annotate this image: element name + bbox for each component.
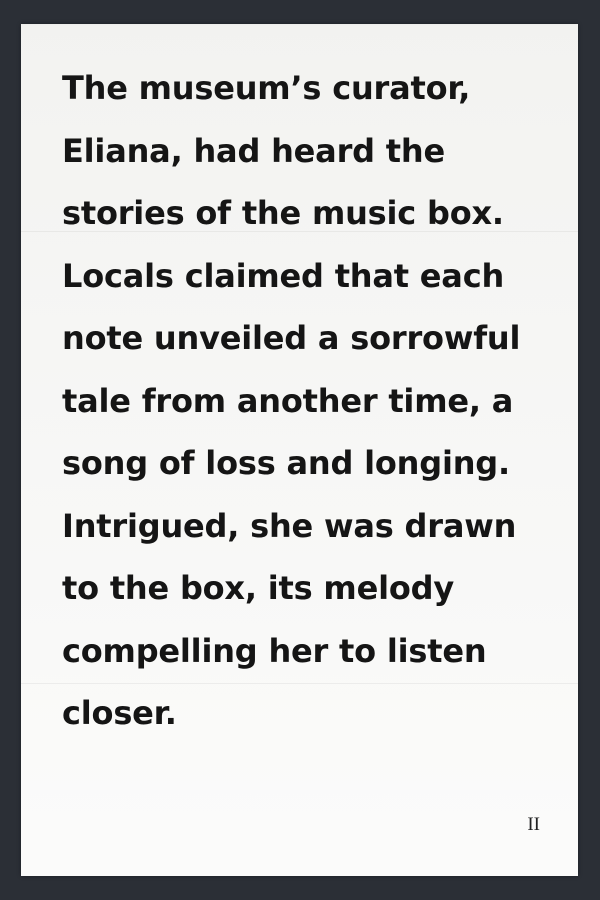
story-paragraph: The museum’s curator, Eliana, had heard the stories of the music box. Locals claimed that each note unveiled a sorrowful tale from another time, a song of loss and longing. Intrigued, she was drawn to the box, its melody compelling her to listen closer. (62, 69, 521, 732)
page-number: II (527, 814, 540, 835)
paper-page (21, 24, 578, 876)
